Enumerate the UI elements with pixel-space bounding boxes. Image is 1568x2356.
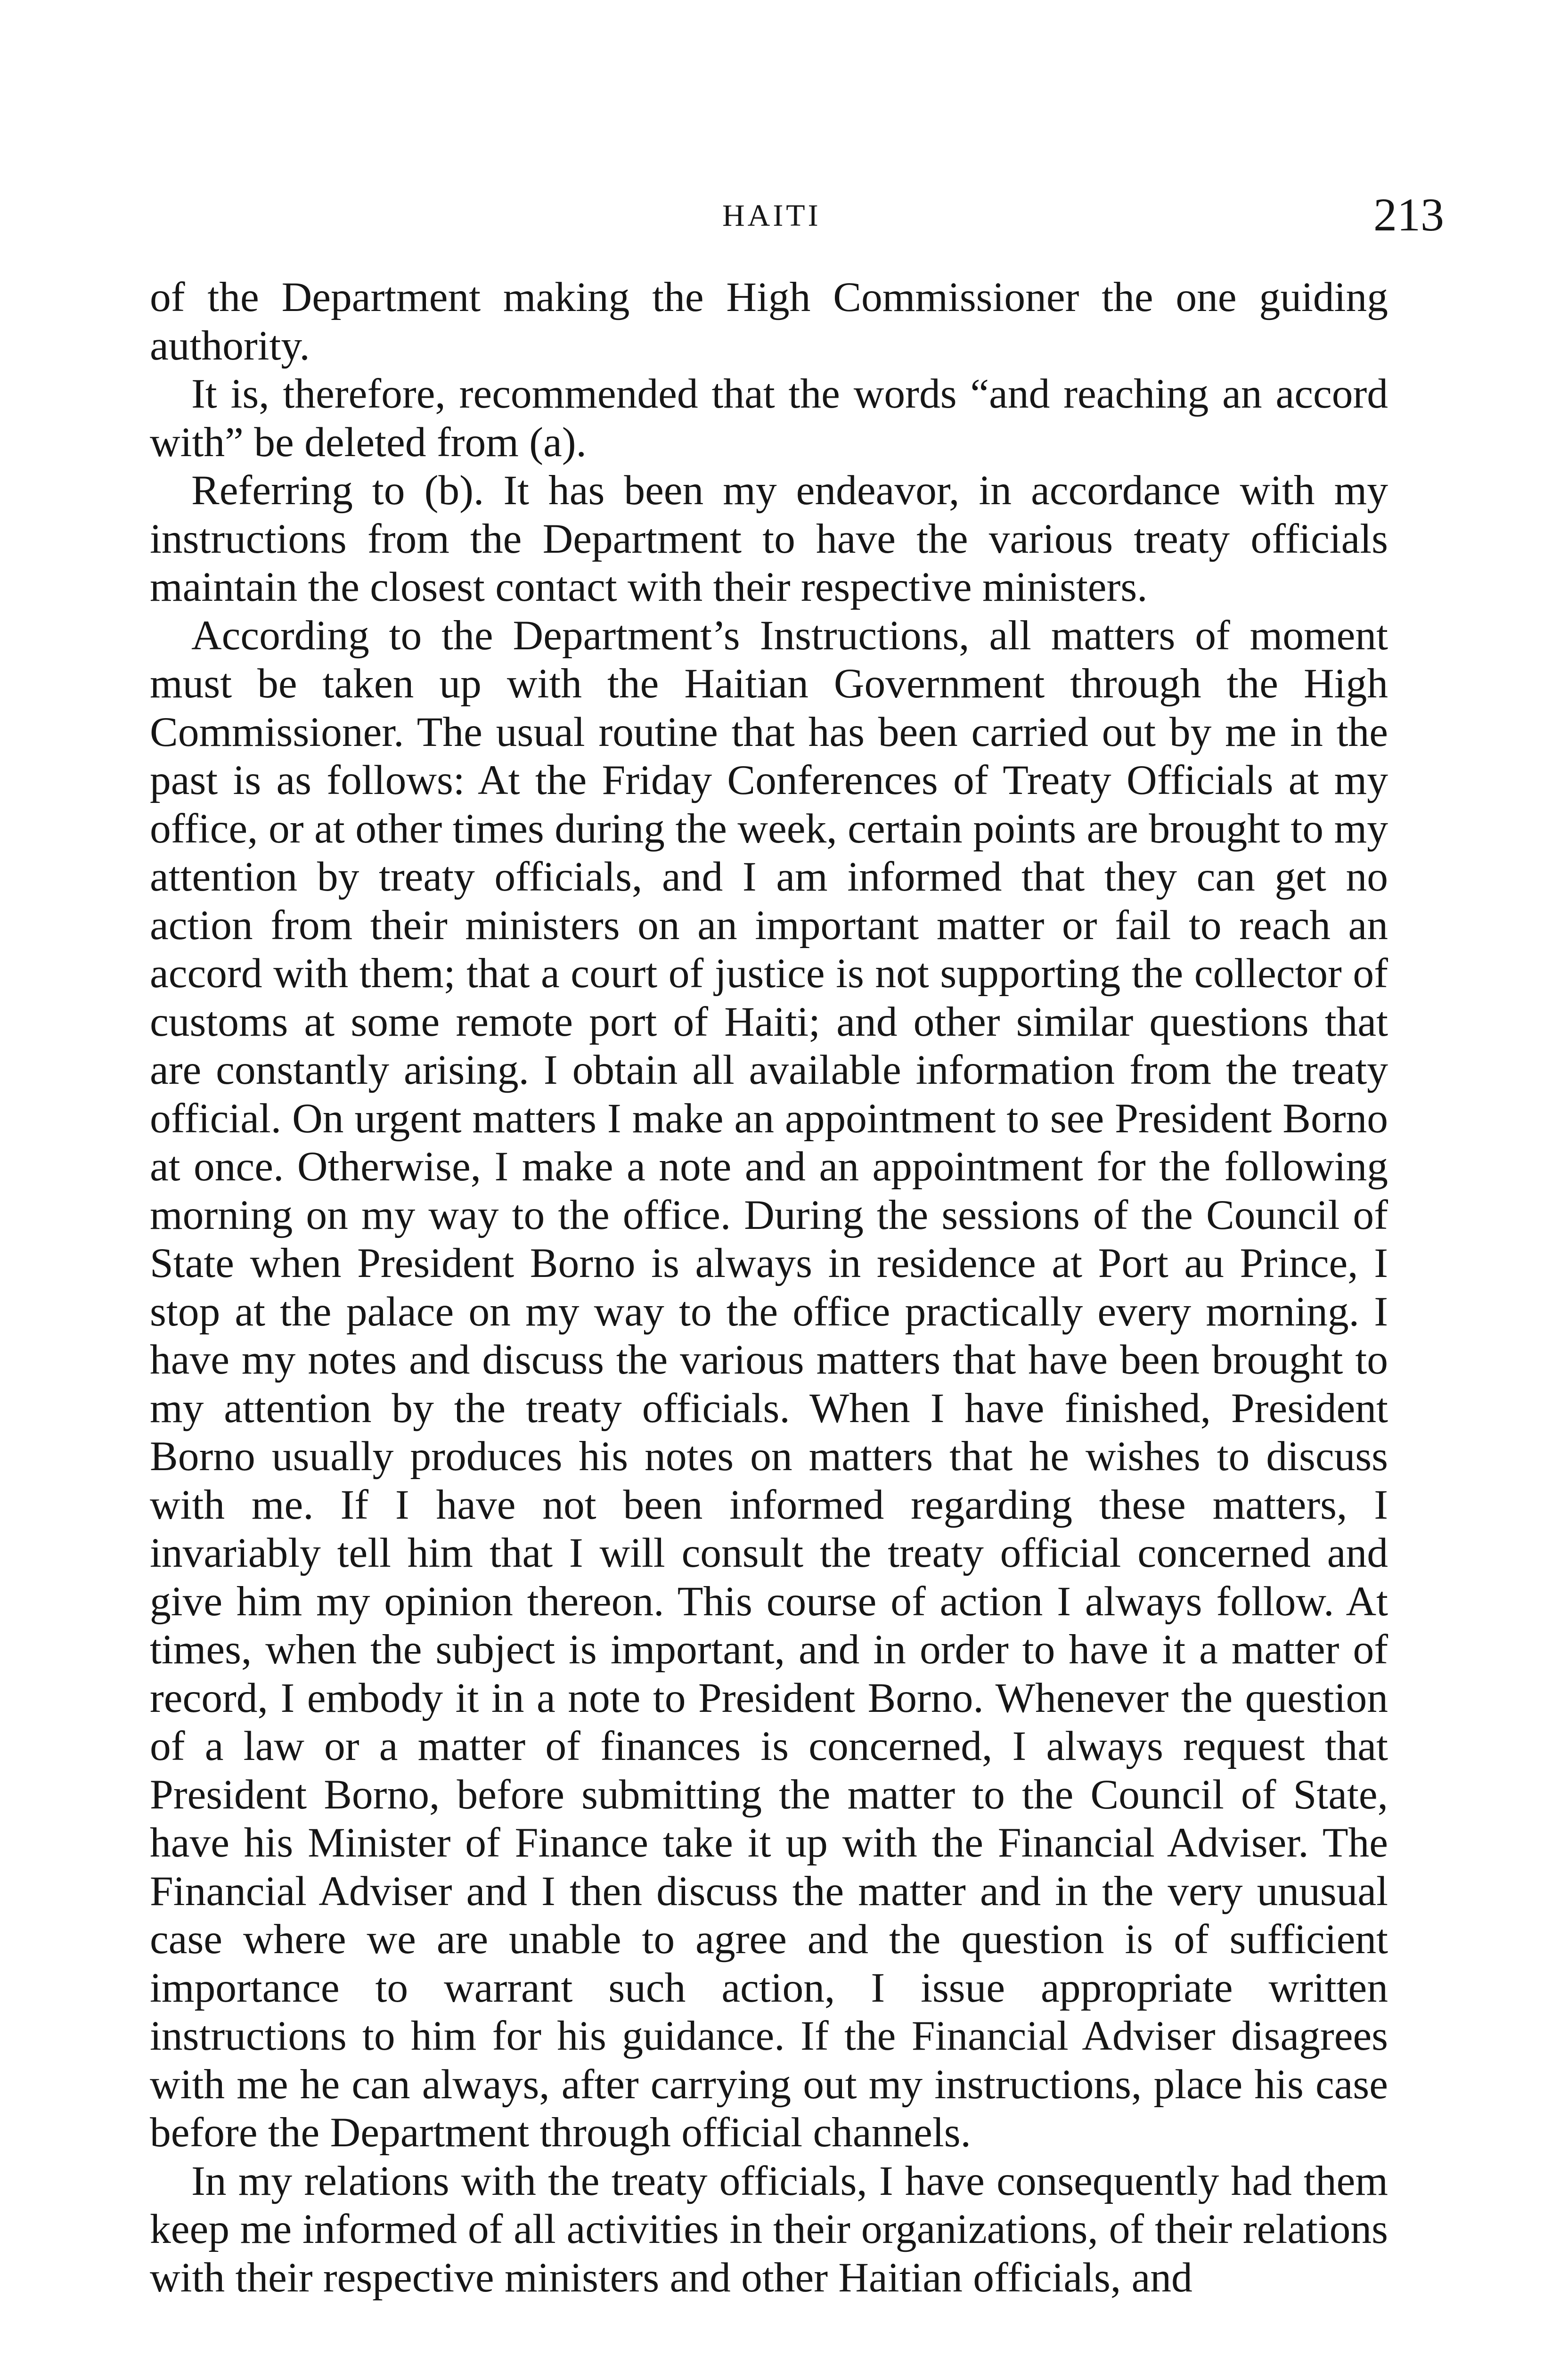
paragraph-routine: According to the Department’s Instructions, all matters of moment must be taken up with the Haitian Government through the High Commissioner. The usual routine that has been carried out by me in the past is as follows: At the Friday Conferences of Treaty Officials at my office, or at other times during the week, certain points are brought to my attention by treaty officials, and I am informed that they can get no action from their ministers on an important matter or fail to reach an accord with them; that a court of justice is not supporting the collector of customs at some remote port of Haiti; and other similar questions that are constantly arising. I obtain all available information from the treaty official. On urgent matters I make an appointment to see President Borno at once. Otherwise, I make a note and an appointment for the following morning on my way to the office. During the sessions of the Council of State when President Borno is always in residence at Port au Prince, I stop at the palace on my way to the office practically every morning. I have my notes and discuss the various matters that have been brought to my attention by the treaty officials. When I have finished, President Borno usually produces his notes on matters that he wishes to discuss with me. If I have not been informed regarding these matters, I invariably tell him that I will consult the treaty official concerned and give him my opinion thereon. This course of action I always follow. At times, when the subject is important, and in order to have it a matter of record, I embody it in a note to President Borno. Whenever the question of a law or a matter of finances is concerned, I always request that President Borno, before submitting the matter to the Council of State, have his Minister of Finance take it up with the Financial Adviser. The Financial Adviser and I then discuss the matter and in the very unusual case where we are unable to agree and the question is of sufficient importance to warrant such action, I issue appropriate written instructions to him for his guidance. If the Financial Adviser disagrees with me he can always, after carrying out my instructions, place his case before the Department through official channels. — [150, 612, 1388, 2156]
paragraph-relations: In my relations with the treaty officials, I have consequently had them keep me informed of all activities in their organizations, of their relations with their respective ministers and other Haitian officials, and — [150, 2157, 1388, 2301]
page-number: 213 — [1373, 188, 1444, 241]
body-text — [150, 273, 1388, 2302]
paragraph-recommendation: It is, therefore, recommended that the words “and reaching an accord with” be deleted from (a). — [150, 370, 1388, 466]
paragraph-referring-b: Referring to (b). It has been my endeavor, in accordance with my instructions from the Department to have the various treaty officials maintain the closest contact with their respective ministers. — [150, 467, 1388, 610]
paragraph-continued: of the Department making the High Commissioner the one guiding authority. — [150, 274, 1388, 369]
running-title: HAITI — [722, 198, 821, 233]
